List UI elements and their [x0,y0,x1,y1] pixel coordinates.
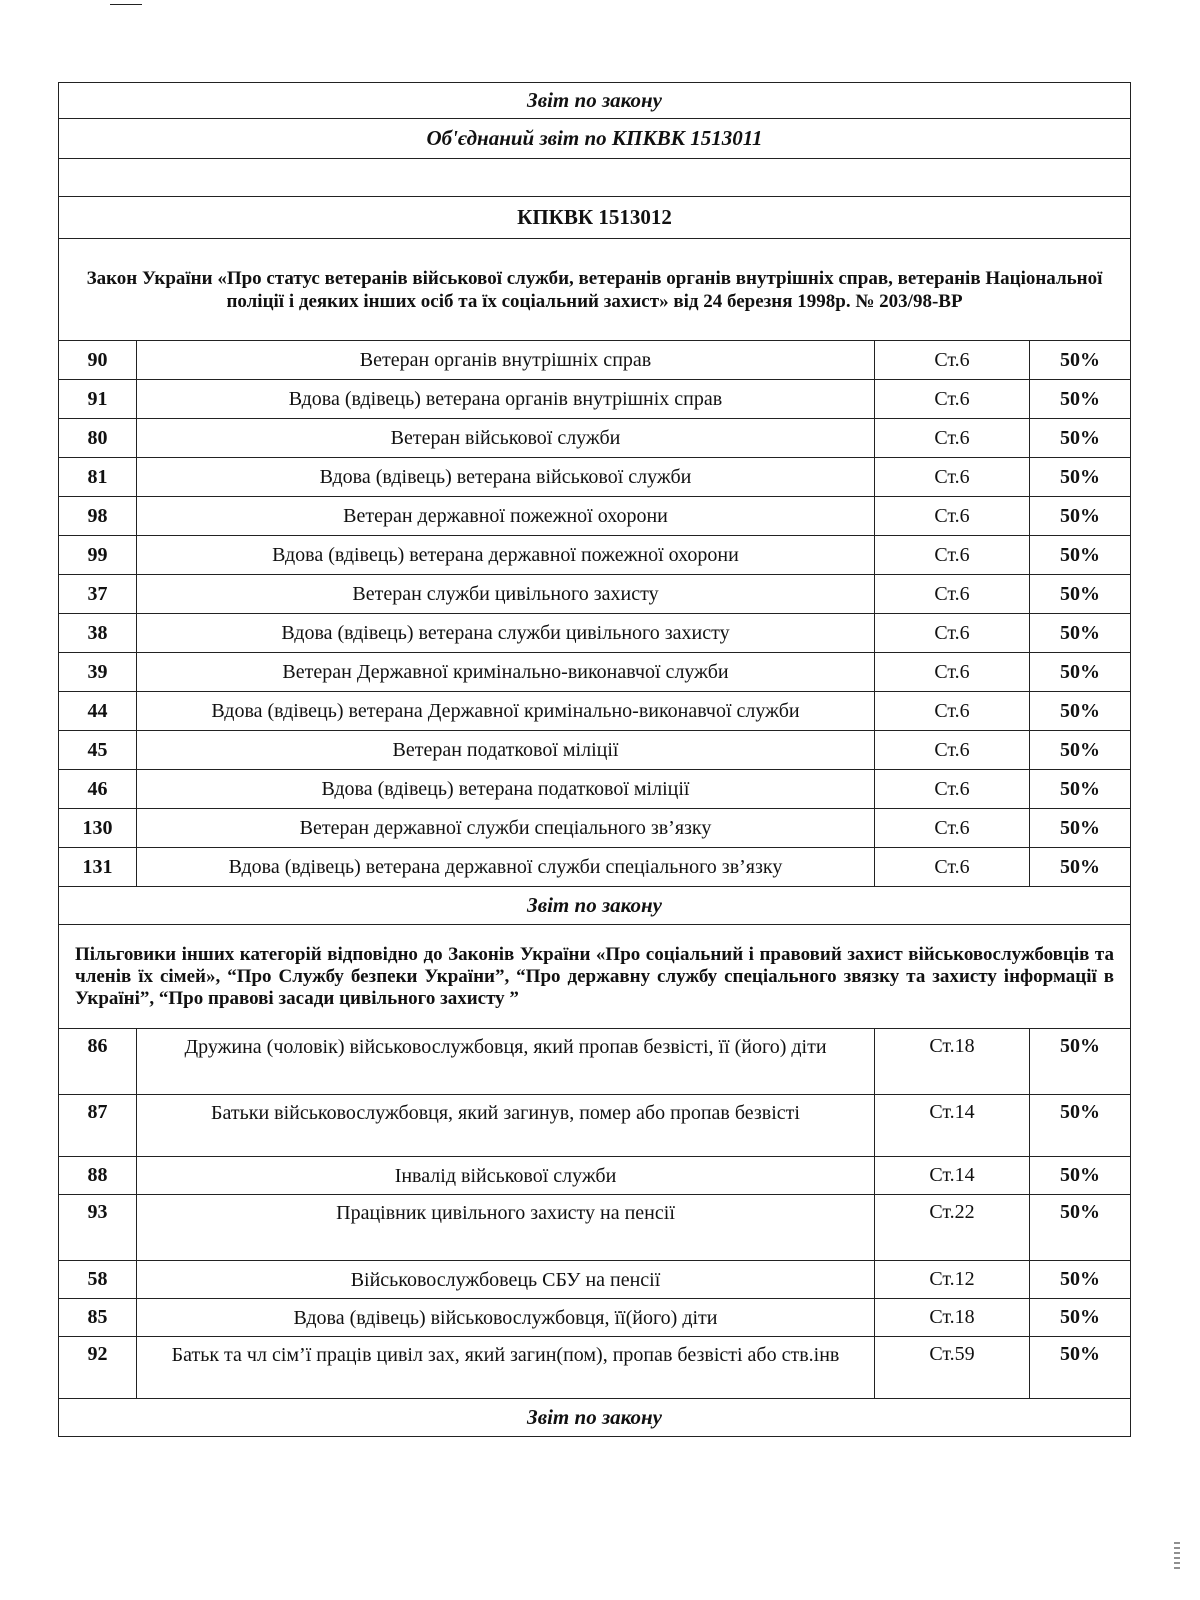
article-cell: Ст.14 [875,1157,1030,1195]
category-cell: Вдова (вдівець) ветерана державної служби спеціального зв’язку [137,848,875,887]
article-cell: Ст.6 [875,458,1030,497]
kpkvk-heading: КПКВК 1513012 [59,197,1131,239]
report-row-3 [59,1399,1131,1437]
table-row [59,458,1131,497]
article-cell: Ст.6 [875,341,1030,380]
article-cell: Ст.6 [875,770,1030,809]
percent-cell: 50% [1030,731,1131,770]
category-cell: Вдова (вдівець) військовослужбовця, її(його) діти [137,1299,875,1337]
category-cell: Вдова (вдівець) ветерана органів внутрішніх справ [137,380,875,419]
table-row [59,770,1131,809]
scan-mark [110,4,142,5]
blank-row [59,159,1131,197]
table-row [59,1157,1131,1195]
article-cell: Ст.6 [875,653,1030,692]
percent-cell: 50% [1030,653,1131,692]
category-cell: Вдова (вдівець) ветерана податкової міліції [137,770,875,809]
percent-cell: 50% [1030,497,1131,536]
table-row [59,692,1131,731]
table-row [59,575,1131,614]
code-cell: 87 [59,1095,137,1157]
scan-artifact [1174,1542,1180,1572]
law-2-title: Пільговики інших категорій відповідно до Законів України «Про соціальний і правовий захист військовослужбовців та членів їх сімей», “Про Службу безпеки України”, “Про державну службу спеціального звязку та захисту інформації в Україні”, “Про правові засади цивільного захисту ” [59,925,1131,1029]
percent-cell: 50% [1030,692,1131,731]
percent-cell: 50% [1030,848,1131,887]
combined-report-heading: Об'єднаний звіт по КПКВК 1513011 [59,119,1131,159]
table-row [59,1337,1131,1399]
category-cell: Ветеран державної пожежної охорони [137,497,875,536]
law-row-2 [59,925,1131,1029]
percent-cell: 50% [1030,770,1131,809]
percent-cell: 50% [1030,1195,1131,1261]
table-row [59,1261,1131,1299]
table-row [59,731,1131,770]
code-cell: 88 [59,1157,137,1195]
code-cell: 39 [59,653,137,692]
article-cell: Ст.6 [875,614,1030,653]
article-cell: Ст.6 [875,536,1030,575]
table-row [59,1195,1131,1261]
article-cell: Ст.6 [875,419,1030,458]
code-cell: 131 [59,848,137,887]
header-row-combined [59,119,1131,159]
category-cell: Ветеран служби цивільного захисту [137,575,875,614]
report-by-law-heading-3: Звіт по закону [59,1399,1131,1437]
law-1-title: Закон України «Про статус ветеранів військової служби, ветеранів органів внутрішніх справ, ветеранів Національної поліції і деяких інших осіб та їх соціальний захист» від 24 березня 1998р. № 203/98-ВР [59,239,1131,341]
blank-cell [59,159,1131,197]
category-cell: Ветеран державної служби спеціального зв’язку [137,809,875,848]
category-cell: Вдова (вдівець) ветерана державної пожежної охорони [137,536,875,575]
category-cell: Ветеран органів внутрішніх справ [137,341,875,380]
code-cell: 130 [59,809,137,848]
code-cell: 46 [59,770,137,809]
article-cell: Ст.59 [875,1337,1030,1399]
header-row-kpkvk [59,197,1131,239]
table-row [59,536,1131,575]
article-cell: Ст.14 [875,1095,1030,1157]
code-cell: 81 [59,458,137,497]
code-cell: 37 [59,575,137,614]
code-cell: 86 [59,1029,137,1095]
category-cell: Батьк та чл сім’ї праців цивіл зах, який загин(пом), пропав безвісті або ств.інв [137,1337,875,1399]
code-cell: 45 [59,731,137,770]
code-cell: 91 [59,380,137,419]
article-cell: Ст.12 [875,1261,1030,1299]
code-cell: 58 [59,1261,137,1299]
percent-cell: 50% [1030,341,1131,380]
article-cell: Ст.6 [875,848,1030,887]
percent-cell: 50% [1030,1261,1131,1299]
code-cell: 92 [59,1337,137,1399]
table-row [59,419,1131,458]
table-row [59,614,1131,653]
table-row [59,1299,1131,1337]
header-row-report [59,83,1131,119]
section-1-rows [59,341,1131,887]
percent-cell: 50% [1030,1157,1131,1195]
percent-cell: 50% [1030,536,1131,575]
percent-cell: 50% [1030,1029,1131,1095]
table-row [59,380,1131,419]
category-cell: Працівник цивільного захисту на пенсії [137,1195,875,1261]
article-cell: Ст.6 [875,692,1030,731]
category-cell: Вдова (вдівець) ветерана Державної кримінально-виконавчої служби [137,692,875,731]
article-cell: Ст.6 [875,731,1030,770]
table-row [59,809,1131,848]
code-cell: 38 [59,614,137,653]
section-2-rows [59,1029,1131,1399]
table-row [59,848,1131,887]
percent-cell: 50% [1030,1095,1131,1157]
article-cell: Ст.18 [875,1299,1030,1337]
law-row-1 [59,239,1131,341]
category-cell: Ветеран Державної кримінально-виконавчої служби [137,653,875,692]
category-cell: Ветеран військової служби [137,419,875,458]
table-row [59,653,1131,692]
benefits-table [58,82,1131,1437]
report-by-law-heading-2: Звіт по закону [59,887,1131,925]
article-cell: Ст.18 [875,1029,1030,1095]
category-cell: Вдова (вдівець) ветерана служби цивільного захисту [137,614,875,653]
code-cell: 99 [59,536,137,575]
percent-cell: 50% [1030,419,1131,458]
percent-cell: 50% [1030,575,1131,614]
article-cell: Ст.6 [875,575,1030,614]
table-row [59,497,1131,536]
article-cell: Ст.6 [875,380,1030,419]
percent-cell: 50% [1030,380,1131,419]
article-cell: Ст.6 [875,809,1030,848]
article-cell: Ст.6 [875,497,1030,536]
percent-cell: 50% [1030,614,1131,653]
category-cell: Дружина (чоловік) військовослужбовця, який пропав безвісті, її (його) діти [137,1029,875,1095]
code-cell: 98 [59,497,137,536]
report-by-law-heading: Звіт по закону [59,83,1131,119]
code-cell: 93 [59,1195,137,1261]
code-cell: 80 [59,419,137,458]
category-cell: Ветеран податкової міліції [137,731,875,770]
percent-cell: 50% [1030,1337,1131,1399]
category-cell: Військовослужбовець СБУ на пенсії [137,1261,875,1299]
report-row-2 [59,887,1131,925]
table-row [59,1095,1131,1157]
code-cell: 44 [59,692,137,731]
table-row [59,1029,1131,1095]
table-row [59,341,1131,380]
category-cell: Батьки військовослужбовця, який загинув, помер або пропав безвісті [137,1095,875,1157]
code-cell: 85 [59,1299,137,1337]
article-cell: Ст.22 [875,1195,1030,1261]
category-cell: Інвалід військової служби [137,1157,875,1195]
percent-cell: 50% [1030,809,1131,848]
percent-cell: 50% [1030,1299,1131,1337]
code-cell: 90 [59,341,137,380]
percent-cell: 50% [1030,458,1131,497]
category-cell: Вдова (вдівець) ветерана військової служби [137,458,875,497]
